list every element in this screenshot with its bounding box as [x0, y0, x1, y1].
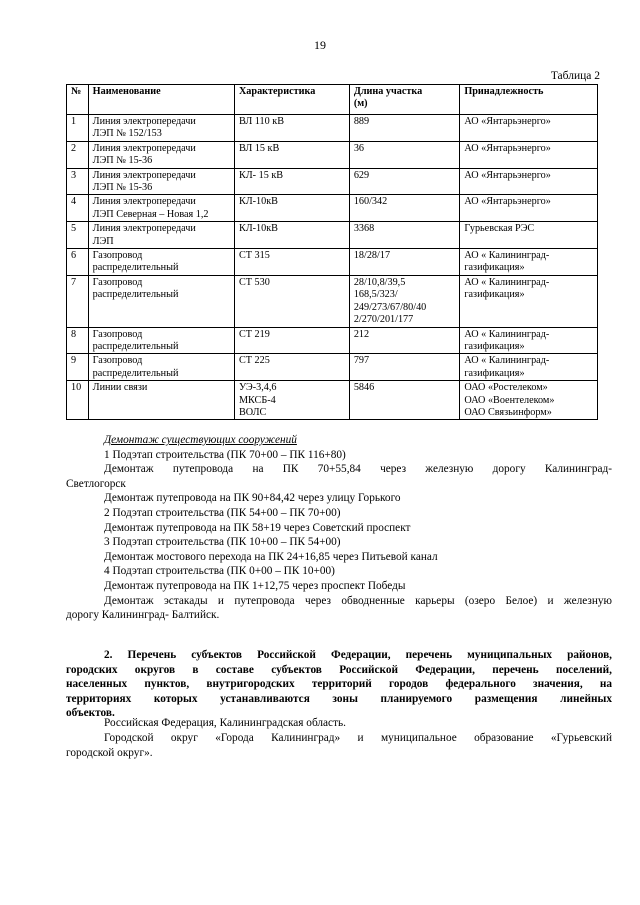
- length-cell: [349, 354, 460, 381]
- header-length: [349, 85, 460, 115]
- name-cell: [88, 327, 234, 354]
- header-owner: Принадлежность: [460, 85, 598, 115]
- name-cell: [88, 354, 234, 381]
- owner-cell-line: АО «Янтарьэнерго»: [464, 116, 551, 127]
- name-cell-line: ЛЭП: [92, 235, 114, 247]
- characteristic-cell: [234, 249, 349, 276]
- length-cell-line: 889: [353, 116, 370, 127]
- length-cell: [349, 381, 460, 420]
- table-row: [67, 115, 598, 142]
- length-cell: [349, 249, 460, 276]
- owner-cell-line: АО «Янтарьэнерго»: [464, 142, 551, 154]
- row-number: 7: [67, 275, 89, 327]
- length-cell-line: 212: [353, 328, 370, 340]
- objects-table: [66, 84, 598, 420]
- section-2-heading-line: территориях которых устанавливаются зоны планируемого размещения линейных: [66, 692, 612, 705]
- table-header-row: [67, 85, 598, 115]
- length-cell-line: 629: [353, 169, 370, 181]
- length-cell-line: 168,5/323/: [353, 289, 398, 301]
- length-cell-line: 5846: [353, 382, 375, 394]
- table-row: [67, 195, 598, 222]
- characteristic-cell-line: ВОЛС: [238, 406, 267, 418]
- length-cell: [349, 115, 460, 142]
- owner-cell: [460, 249, 598, 276]
- characteristic-cell: [234, 141, 349, 168]
- owner-cell: [460, 327, 598, 354]
- row-number: 3: [67, 168, 89, 195]
- characteristic-cell: [234, 381, 349, 420]
- table-row: [67, 381, 598, 420]
- row-number: 1: [67, 115, 89, 142]
- demolition-line: Демонтаж путепровода на ПК 58+19 через Советский проспект: [104, 521, 411, 534]
- characteristic-cell-line: КЛ- 15 кВ: [238, 169, 284, 181]
- name-cell-line: распределительный: [92, 367, 179, 379]
- characteristic-cell: [234, 115, 349, 142]
- characteristic-cell-line: КЛ-10кВ: [238, 223, 278, 235]
- length-cell: [349, 275, 460, 327]
- table-row: [67, 222, 598, 249]
- row-number: 5: [67, 222, 89, 249]
- characteristic-cell-line: СТ 530: [238, 276, 270, 288]
- owner-cell: [460, 168, 598, 195]
- table-row: [67, 275, 598, 327]
- length-cell: [349, 195, 460, 222]
- owner-cell: [460, 195, 598, 222]
- length-cell-line: 797: [353, 355, 370, 367]
- name-cell-line: распределительный: [92, 262, 179, 274]
- name-cell: [88, 141, 234, 168]
- page-number: 19: [314, 38, 326, 52]
- characteristic-cell: [234, 168, 349, 195]
- owner-cell-line: газификация»: [464, 367, 525, 379]
- owner-cell-line: АО « Калининград-: [464, 276, 550, 288]
- name-cell: [88, 115, 234, 142]
- owner-cell-line: ОАО «Ростелеком»: [464, 382, 548, 394]
- section-2-paragraph-2-line: городской округ».: [66, 746, 153, 759]
- characteristic-cell: [234, 195, 349, 222]
- row-number: 2: [67, 141, 89, 168]
- name-cell: [88, 275, 234, 327]
- name-cell-line: Линия электропередачи: [92, 196, 196, 208]
- section-2-heading-line: населенных пунктов, внутригородских территорий городов федерального значения, на: [66, 678, 612, 691]
- demolition-line: Демонтаж путепровода на ПК 1+12,75 через проспект Победы: [104, 579, 406, 592]
- owner-cell: [460, 222, 598, 249]
- name-cell: [88, 222, 234, 249]
- length-cell-line: 160/342: [353, 196, 388, 208]
- name-cell: [88, 168, 234, 195]
- demolition-line: дорогу Калининград- Балтийск.: [66, 609, 220, 622]
- name-cell-line: Газопровод: [92, 250, 143, 262]
- demolition-line: 1 Подэтап строительства (ПК 70+00 – ПК 116+80): [104, 448, 346, 461]
- demolition-list: [66, 448, 612, 623]
- table-row: [67, 327, 598, 354]
- demolition-section: [66, 433, 612, 623]
- owner-cell: [460, 354, 598, 381]
- owner-cell-line: газификация»: [464, 262, 525, 274]
- demolition-heading: Демонтаж существующих сооружений: [104, 434, 297, 446]
- section-2-paragraph-1: Российская Федерация, Калининградская область.: [104, 717, 346, 729]
- length-cell: [349, 168, 460, 195]
- demolition-line: 4 Подэтап строительства (ПК 0+00 – ПК 10+00): [104, 565, 335, 578]
- name-cell-line: Линия электропередачи: [92, 116, 196, 127]
- demolition-line: 2 Подэтап строительства (ПК 54+00 – ПК 70+00): [104, 506, 341, 519]
- section-2-heading-line: объектов.: [66, 707, 115, 720]
- owner-cell-line: газификация»: [464, 289, 525, 301]
- characteristic-cell-line: СТ 225: [238, 355, 270, 367]
- characteristic-cell-line: ВЛ 110 кВ: [238, 116, 285, 127]
- table-row: [67, 168, 598, 195]
- owner-cell-line: АО « Калининград-: [464, 328, 550, 340]
- demolition-line: Демонтаж путепровода на ПК 70+55,84 через железную дорогу Калининград-: [104, 463, 612, 476]
- owner-cell-line: АО «Янтарьэнерго»: [464, 169, 551, 181]
- row-number: 10: [67, 381, 89, 420]
- name-cell-line: Линия электропередачи: [92, 142, 196, 154]
- name-cell-line: ЛЭП № 15-36: [92, 155, 153, 167]
- characteristic-cell: [234, 354, 349, 381]
- demolition-line: Демонтаж эстакады и путепровода через обводненные карьеры (озеро Белое) и железную: [104, 594, 612, 607]
- demolition-line: 3 Подэтап строительства (ПК 10+00 – ПК 54+00): [104, 536, 341, 549]
- owner-cell: [460, 275, 598, 327]
- name-cell-line: распределительный: [92, 289, 179, 301]
- table-row: [67, 354, 598, 381]
- characteristic-cell: [234, 327, 349, 354]
- characteristic-cell-line: МКСБ-4: [238, 394, 276, 406]
- owner-cell: [460, 141, 598, 168]
- section-2-heading: [66, 648, 612, 721]
- owner-cell-line: ОАО «Воентелеком»: [464, 394, 555, 406]
- table-label: Таблица 2: [550, 70, 600, 82]
- owner-cell-line: АО « Калининград-: [464, 250, 550, 262]
- name-cell-line: Газопровод: [92, 355, 143, 367]
- characteristic-cell-line: СТ 315: [238, 250, 270, 262]
- owner-cell-line: Гурьевская РЭС: [464, 223, 535, 235]
- section-2-heading-line: городских округов в составе субъектов Российской Федерации, перечень поселений,: [66, 663, 612, 676]
- length-cell-line: 2/270/201/177: [353, 314, 414, 326]
- length-cell-line: 18/28/17: [353, 250, 391, 262]
- header-name: Наименование: [88, 85, 234, 115]
- header-num: №: [67, 85, 89, 115]
- owner-cell-line: АО « Калининград-: [464, 355, 550, 367]
- row-number: 6: [67, 249, 89, 276]
- name-cell-line: распределительный: [92, 340, 179, 352]
- owner-cell: [460, 115, 598, 142]
- name-cell-line: Газопровод: [92, 276, 143, 288]
- name-cell-line: ЛЭП Северная – Новая 1,2: [92, 208, 209, 220]
- row-number: 4: [67, 195, 89, 222]
- row-number: 9: [67, 354, 89, 381]
- length-cell: [349, 327, 460, 354]
- characteristic-cell-line: СТ 219: [238, 328, 270, 340]
- name-cell: [88, 195, 234, 222]
- section-2-paragraph-2-line: Городской округ «Города Калининград» и муниципальное образование «Гурьевский: [104, 732, 612, 744]
- length-cell: [349, 141, 460, 168]
- characteristic-cell-line: УЭ-3,4,6: [238, 382, 277, 394]
- length-cell: [349, 222, 460, 249]
- demolition-line: Демонтаж путепровода на ПК 90+84,42 через улицу Горького: [104, 492, 401, 505]
- name-cell-line: Линия электропередачи: [92, 169, 196, 181]
- name-cell-line: ЛЭП № 152/153: [92, 128, 162, 140]
- row-number: 8: [67, 327, 89, 354]
- length-cell-line: 28/10,8/39,5: [353, 276, 406, 288]
- name-cell-line: Линия электропередачи: [92, 223, 196, 235]
- name-cell-line: Газопровод: [92, 328, 143, 340]
- header-characteristic: Характеристика: [234, 85, 349, 115]
- characteristic-cell: [234, 222, 349, 249]
- table-row: [67, 141, 598, 168]
- length-cell-line: 3368: [353, 223, 375, 235]
- name-cell: [88, 381, 234, 420]
- length-cell-line: 36: [353, 142, 364, 154]
- owner-cell-line: АО «Янтарьэнерго»: [464, 196, 551, 208]
- table-row: [67, 249, 598, 276]
- table-body: [67, 115, 598, 420]
- header-length-line-1: Длина участка: [353, 86, 423, 97]
- section-2-paragraph-2: [66, 731, 612, 760]
- owner-cell-line: ОАО Связьинформ»: [464, 406, 552, 418]
- owner-cell: [460, 381, 598, 420]
- characteristic-cell-line: КЛ-10кВ: [238, 196, 278, 208]
- owner-cell-line: газификация»: [464, 340, 525, 352]
- name-cell-line: Линии связи: [92, 382, 148, 394]
- characteristic-cell-line: ВЛ 15 кВ: [238, 142, 280, 154]
- length-cell-line: 249/273/67/80/40: [353, 301, 427, 313]
- name-cell-line: ЛЭП № 15-36: [92, 182, 153, 194]
- demolition-line: Светлогорск: [66, 477, 126, 490]
- header-length-line-2: (м): [353, 98, 368, 110]
- demolition-line: Демонтаж мостового перехода на ПК 24+16,85 через Питьевой канал: [104, 550, 438, 563]
- section-2-heading-line: 2. Перечень субъектов Российской Федерации, перечень муниципальных районов,: [104, 649, 612, 661]
- characteristic-cell: [234, 275, 349, 327]
- name-cell: [88, 249, 234, 276]
